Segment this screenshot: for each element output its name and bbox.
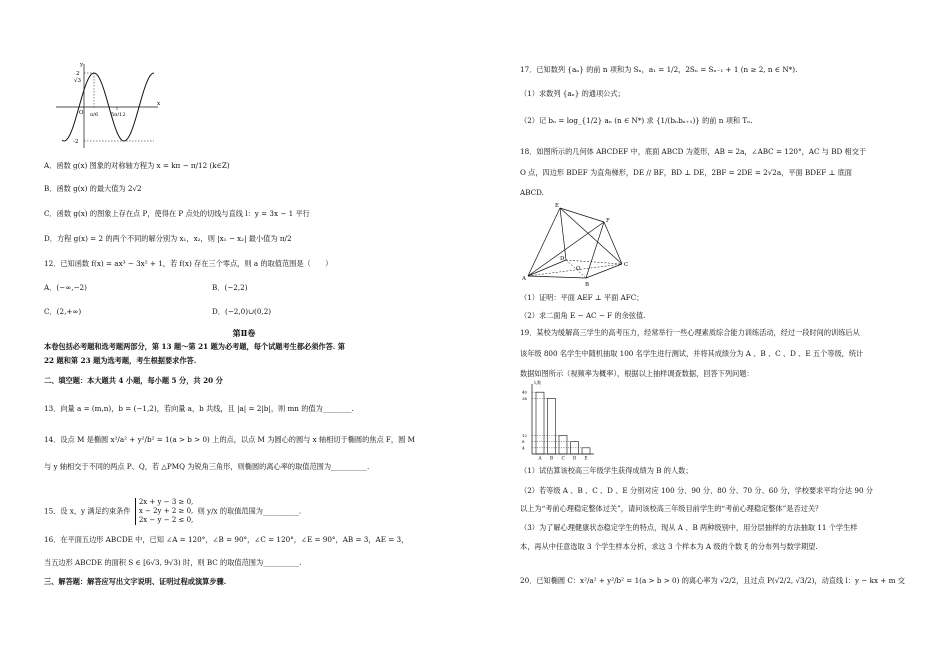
q17-part-2: （2）记 bₙ = log_{1/2} aₙ (n ∈ N*) 求 {1/(bₙbₙ₊₁)} 的前 n 项和 Tₙ. [520,116,753,125]
label-b: B [585,282,590,288]
q15-condition-2: x − 2y + 2 ≥ 0, [138,507,194,515]
q19-line-1: 19．某校为缓解高三学生的高考压力，经常举行一些心理素质综合能力训练活动，经过一段时间的训练后从 [520,328,860,337]
q18-line-2: O 点，四边形 BDEF 为直角梯形，DE // BF，BD ⊥ DE，2BF = 2DE = 2√2a，平面 BDEF ⊥ 底面 [520,168,852,177]
q19-part-2-line-2: 以上为“考前心理稳定整体过关”，请问该校高三年级目前学生的“考前心理稳定整体”是否过关？ [520,504,823,513]
q14-line-2: 与 y 轴相交于不同的两点 P、Q，若 △PMQ 为锐角三角形，则椭圆的离心率的取值范围为__________. [44,462,370,471]
x-axis-label: x [157,101,161,107]
x-tick-c: C [561,455,565,461]
q12-stem: 12．已知函数 f(x) = ax³ − 3x² + 1，若 f(x) 存在三个零点，则 a 的取值范围是（ ） [44,259,333,268]
q11-option-c: C．函数 g(x) 的图象上存在点 P，使得在 P 点处的切线与直线 l：y = 3x − 1 平行 [44,209,310,218]
q11-option-d: D．方程 g(x) = 2 的两个不同的解分别为 x₁，x₂，则 |x₁ − x₂| 最小值为 π/2 [44,234,292,243]
q17-stem: 17．已知数列 {aₙ} 的前 n 项和为 Sₙ，a₁ = 1/2，2Sₙ = Sₙ₋₁ + 1 (n ≥ 2, n ∈ N*). [520,65,798,74]
x-tick-b: B [550,455,554,461]
q19-part-2-line-1: （2）若等级 A 、B 、C 、D 、E 分别对应 100 分、90 分、80 分、70 分、60 分，学校要求平均分达 90 分 [520,486,873,495]
y-tick-3: 8 [522,439,525,445]
y-tick-2: 12 [522,432,528,438]
x-label-pi6: π/6 [90,112,99,118]
q12-option-d: D．(−2,0)∪(0,2) [212,307,272,316]
q18-part-2: （2）求二面角 E − AC − F 的余弦值. [520,311,646,320]
section2-note-2: 22 题和第 23 题为选考题，考生根据要求作答. [44,356,197,365]
bar-b [548,398,556,454]
q14-line-1: 14．设点 M 是椭圆 x²/a² + y²/b² = 1(a > b > 0) 上的点，以点 M 为圆心的圆与 x 轴相切于椭圆的焦点 F，圆 M [44,435,415,444]
q19-part-3-line-2: 本，再从中任意选取 3 个学生样本分析，求这 3 个样本为 A 级的个数 ξ 的分布列与数学期望. [520,542,818,551]
q15-conditions [135,498,193,525]
answer-section-title: 三、解答题：解答应写出文字说明、证明过程或演算步骤. [44,577,227,586]
q19-line-2: 该年级 800 名学生中随机抽取 100 名学生进行测试，并将其成绩分为 A 、B 、C 、D 、E 五个等级，统计 [520,349,864,358]
q15-pre: 15．设 x，y 满足约束条件 [44,506,131,516]
y-label-max: 2 [76,71,80,77]
q12-option-b: B．(−2,2) [212,283,248,292]
q16-line-1: 16．在平面五边形 ABCDE 中，已知 ∠A = 120°，∠B = 90°，∠C = 120°，∠E = 90°，AB = 3，AE = 3， [44,535,409,544]
q15-condition-1: 2x + y − 3 ≥ 0, [138,498,194,506]
label-a: A [522,276,526,282]
bar-d [571,442,579,454]
y-label-root3: √3 [74,78,82,84]
x-tick-e: E [584,455,588,461]
q18-line-1: 18．如图所示的几何体 ABCDEF 中，底面 ABCD 为菱形，AB = 2a，∠ABC = 120°，AC 与 BD 相交于 [520,147,867,156]
q18-part-1: （1）证明：平面 AEF ⊥ 平面 AFC； [520,293,644,302]
bar-c [559,435,567,454]
grade-bar-chart [520,382,600,462]
x-label-origin: O [79,110,84,116]
bar-e [582,448,590,454]
q17-part-1: （1）求数列 {aₙ} 的通项公式； [520,89,625,98]
q18-line-3: ABCD. [520,188,544,197]
fill-in-title: 二、填空题：本大题共 4 小题，每小题 5 分，共 20 分 [44,376,223,385]
y-tick-0: 40 [522,389,528,395]
q20: 20．已知椭圆 C：x²/a² + y²/b² = 1(a > b > 0) 的离心率为 √2/2，且过点 P(√2/2, √3/2)，动直线 l：y − kx + m 交 [520,576,905,585]
q11-option-a: A．函数 g(x) 图象的对称轴方程为 x = kπ − π/12 (k∈Z) [44,161,230,170]
q15-condition-3: 2x − y − 2 ≤ 0, [138,516,194,524]
q12-option-c: C．(2,+∞) [44,307,82,316]
q13: 13．向量 a = (m,n)，b = (−1,2)，若向量 a，b 共线，且 |a| = 2|b|，则 mn 的值为________. [44,404,354,413]
label-e: E [555,203,560,209]
q16-line-2: 当五边形 ABCDE 的面积 S ∈ [6√3, 9√3) 时，则 BC 的取值范围为__________. [44,558,302,567]
label-d: D [560,256,565,262]
q15-post: 则 y/x 的取值范围为__________. [197,506,302,516]
sine-graph [54,60,164,150]
q11-option-b: B．函数 g(x) 的最大值为 2√2 [44,184,142,193]
q15 [44,498,301,525]
y-label-min: -2 [73,139,79,145]
label-f: F [606,218,610,224]
label-c: C [624,262,629,268]
q19-part-1: （1）试估算该校高三年级学生获得成绩为 B 的人数； [520,466,693,475]
x-tick-a: A [538,455,542,461]
y-axis-label: 人数 [533,380,541,385]
q19-line-3: 数据如图所示（视频率为概率），根据以上抽样调查数据，回答下列问题： [520,369,754,378]
x-label-5pi12: 5π/12 [111,112,126,118]
q12-option-a: A．(−∞,−2) [44,283,87,292]
x-tick-d: D [573,455,577,461]
y-tick-1: 36 [522,395,528,401]
q19-part-3-line-1: （3）为了解心理健康状态稳定学生的特点，现从 A 、B 两种级别中，用分层抽样的方法抽取 11 个学生样 [520,523,858,532]
y-axis-label: y [80,62,84,68]
section2-note-1: 本卷包括必考题和选考题两部分，第 13 题～第 21 题为必考题，每个试题考生都必须作答. 第 [44,342,345,351]
section2-title: 第Ⅱ卷 [232,328,256,338]
solid-figure [522,200,632,288]
label-o: O [576,266,581,272]
bar-a [536,392,544,454]
y-tick-4: 4 [522,445,525,451]
